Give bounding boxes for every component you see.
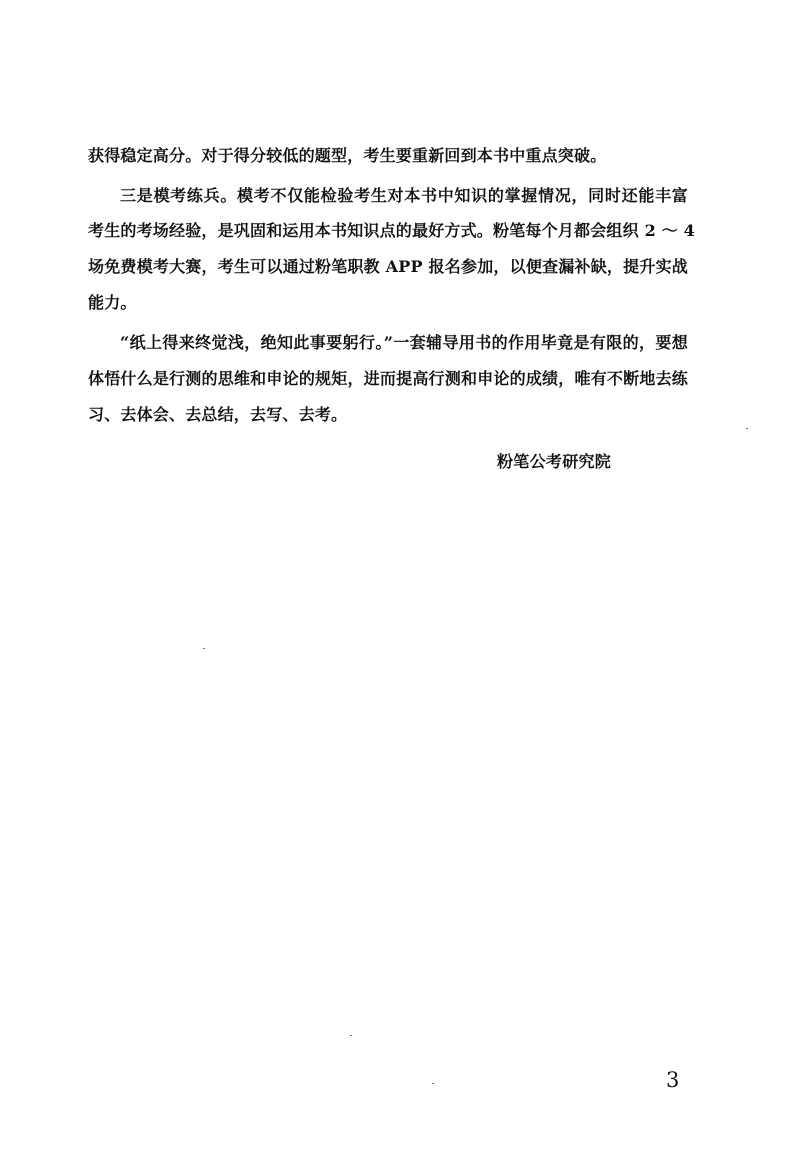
page-number: 3 [666,1068,680,1092]
paragraph-3-line-3: 习、去体会、去总结，去写、去考。 [88,405,348,424]
paragraph-2-line-1: 三是模考练兵。模考不仅能检验考生对本书中知识的掌握情况，同时还能丰富 [120,186,688,205]
paragraph-1-line-1: 获得稳定高分。对于得分较低的题型，考生要重新回到本书中重点突破。 [88,146,607,165]
scan-speck [746,428,748,429]
scan-speck [203,648,205,649]
paragraph-2-line-4: 能力。 [88,293,137,312]
scan-speck [432,1083,434,1084]
paragraph-3-line-2: 体悟什么是行测的思维和申论的规矩，进而提高行测和申论的成绩，唯有不断地去练 [88,369,688,388]
author-signature: 粉笔公考研究院 [497,452,612,471]
paragraph-2-line-3: 场免费模考大赛，考生可以通过粉笔职教 APP 报名参加，以便查漏补缺，提升实战 [88,257,688,276]
paragraph-2-line-2: 考生的考场经验，是巩固和运用本书知识点的最好方式。粉笔每个月都会组织 2 ～ 4 [88,221,695,240]
paragraph-3-line-1: “纸上得来终觉浅，绝知此事要躬行。”一套辅导用书的作用毕竟是有限的，要想 [120,333,688,352]
scan-speck [350,1035,352,1036]
